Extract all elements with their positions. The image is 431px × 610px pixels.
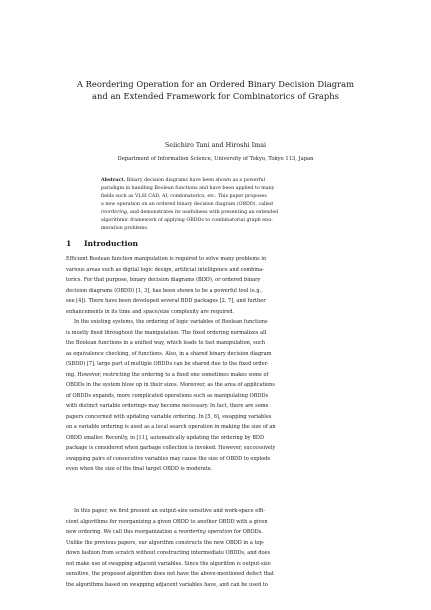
text-line: various areas such as digital logic design, artificial intelligence and combina- <box>66 266 264 273</box>
text-line: torics. For that purpose, binary decision diagrams (BDD), or ordered binary <box>66 277 261 283</box>
text-line: the Boolean functions in a unified way, which leads to fast manipulation, such <box>66 340 266 346</box>
abstract-line: algorithmic framework of applying OBDDs to combinatorial graph enu- <box>101 218 273 223</box>
abstract-line: meration problems. <box>101 226 149 231</box>
text-line: decision diagrams (OBDD) [1, 3], has been shown to be a powerful tool (e.g., <box>66 287 263 294</box>
text-line: Unlike the previous papers, our algorithm constructs the new OBDD in a top- <box>66 539 265 546</box>
text-line: package is considered when garbage collection is invoked. However, successively <box>66 445 276 451</box>
text-line: down fashion from scratch without constructing intermediate OBDDs, and does <box>66 550 271 556</box>
text-line: In this paper, we first present an output-size sensitive and work-space effi- <box>74 508 266 514</box>
abstract-line <box>101 209 332 217</box>
text-line: enhancements in its time and space/size complexity are required. <box>66 308 235 315</box>
text-line: with distinct variable orderings may become necessary. In fact, there are some <box>66 403 269 409</box>
affiliation: Department of Information Science, University of Tokyo, Tokyo 113, Japan <box>117 156 314 162</box>
section-title: Introduction <box>84 239 139 248</box>
text-fragment: new ordering. We call this reorganization a <box>66 529 179 535</box>
abstract-line: paradigm in handling Boolean functions and have been applied to many <box>101 186 275 191</box>
section-heading <box>66 239 138 249</box>
text-line: is mostly fixed throughout the manipulation. The fixed ordering normalizes all <box>66 329 267 336</box>
paper-title <box>60 78 371 102</box>
authors: Seiichiro Tani and Hiroshi Imai <box>164 141 267 149</box>
text-fragment: for OBDDs. <box>232 529 263 535</box>
title-line: A Reordering Operation for an Ordered Binary Decision Diagram <box>76 79 355 89</box>
text-line: not make use of swapping adjacent variables. Since the algorithm is output-size <box>66 560 271 567</box>
text-line: the algorithms based on swapping adjacent variables have, and can be used to <box>66 581 268 588</box>
text-line: on a variable ordering is used as a local search operation in making the size of an <box>66 424 276 430</box>
abstract-line <box>101 177 332 185</box>
text-line: In the existing systems, the ordering of logic variables of Boolean functions <box>74 319 268 325</box>
text-line: of OBDDs expands, more complicated operations such as manipulating OBDDs <box>66 392 269 399</box>
abstract-line: fields such as VLSI CAD, AI, combinatorics, etc. This paper proposes <box>101 194 267 199</box>
text-line: OBDD smaller. Recently, in [11], automatically updating the ordering by BDD <box>66 434 264 441</box>
abstract <box>101 177 332 233</box>
paragraph-2 <box>66 317 366 475</box>
emphasis-reordering-operation: reordering operation <box>178 529 233 535</box>
text-line: swapping pairs of consecutive variables may cause the size of OBDD to explode <box>66 455 271 462</box>
text-line: sensitive, the proposed algorithm does not have the above-mentioned defect that <box>66 571 274 577</box>
section-number: 1 <box>66 239 72 248</box>
text-line: as equivalence checking, of functions. Also, in a shared binary decision diagram <box>66 350 272 357</box>
text-line <box>66 527 366 538</box>
abstract-line: a new operation on an ordered binary decision diagram (OBDD), called <box>101 202 273 207</box>
abstract-emphasis: reordering <box>101 210 127 215</box>
text-line: see [4]). There have been developed several BDD packages [2, 7], and further <box>66 298 266 304</box>
text-line: even when the size of the final target OBDD is moderate. <box>66 466 213 472</box>
abstract-first-line: Binary decision diagrams have been shown as a powerful <box>126 178 266 183</box>
title-line: and an Extended Framework for Combinatorics of Graphs <box>92 91 339 101</box>
abstract-label: Abstract. <box>101 178 126 183</box>
text-line: ing. However, restricting the ordering to a fixed one sometimes makes some of <box>66 371 269 378</box>
text-line: OBDDs in the system blow up in their sizes. Moreover, as the area of applications <box>66 382 276 388</box>
text-line: cient algorithms for reorganizing a given OBDD to another OBDD with a given <box>66 518 268 525</box>
text-line: (SBDD) [7], large part of multiple OBDDs can be shared due to the fixed order- <box>66 361 269 367</box>
paragraph-3 <box>66 506 366 590</box>
text-line: Efficient Boolean function manipulation is required to solve many problems in <box>66 256 267 262</box>
abstract-line-rest: , and demonstrates its usefulness with presenting an extended <box>126 210 279 215</box>
text-line: papers concerned with updating variable ordering. In [5, 6], swapping variables <box>66 413 272 420</box>
paragraph-1 <box>66 254 366 317</box>
